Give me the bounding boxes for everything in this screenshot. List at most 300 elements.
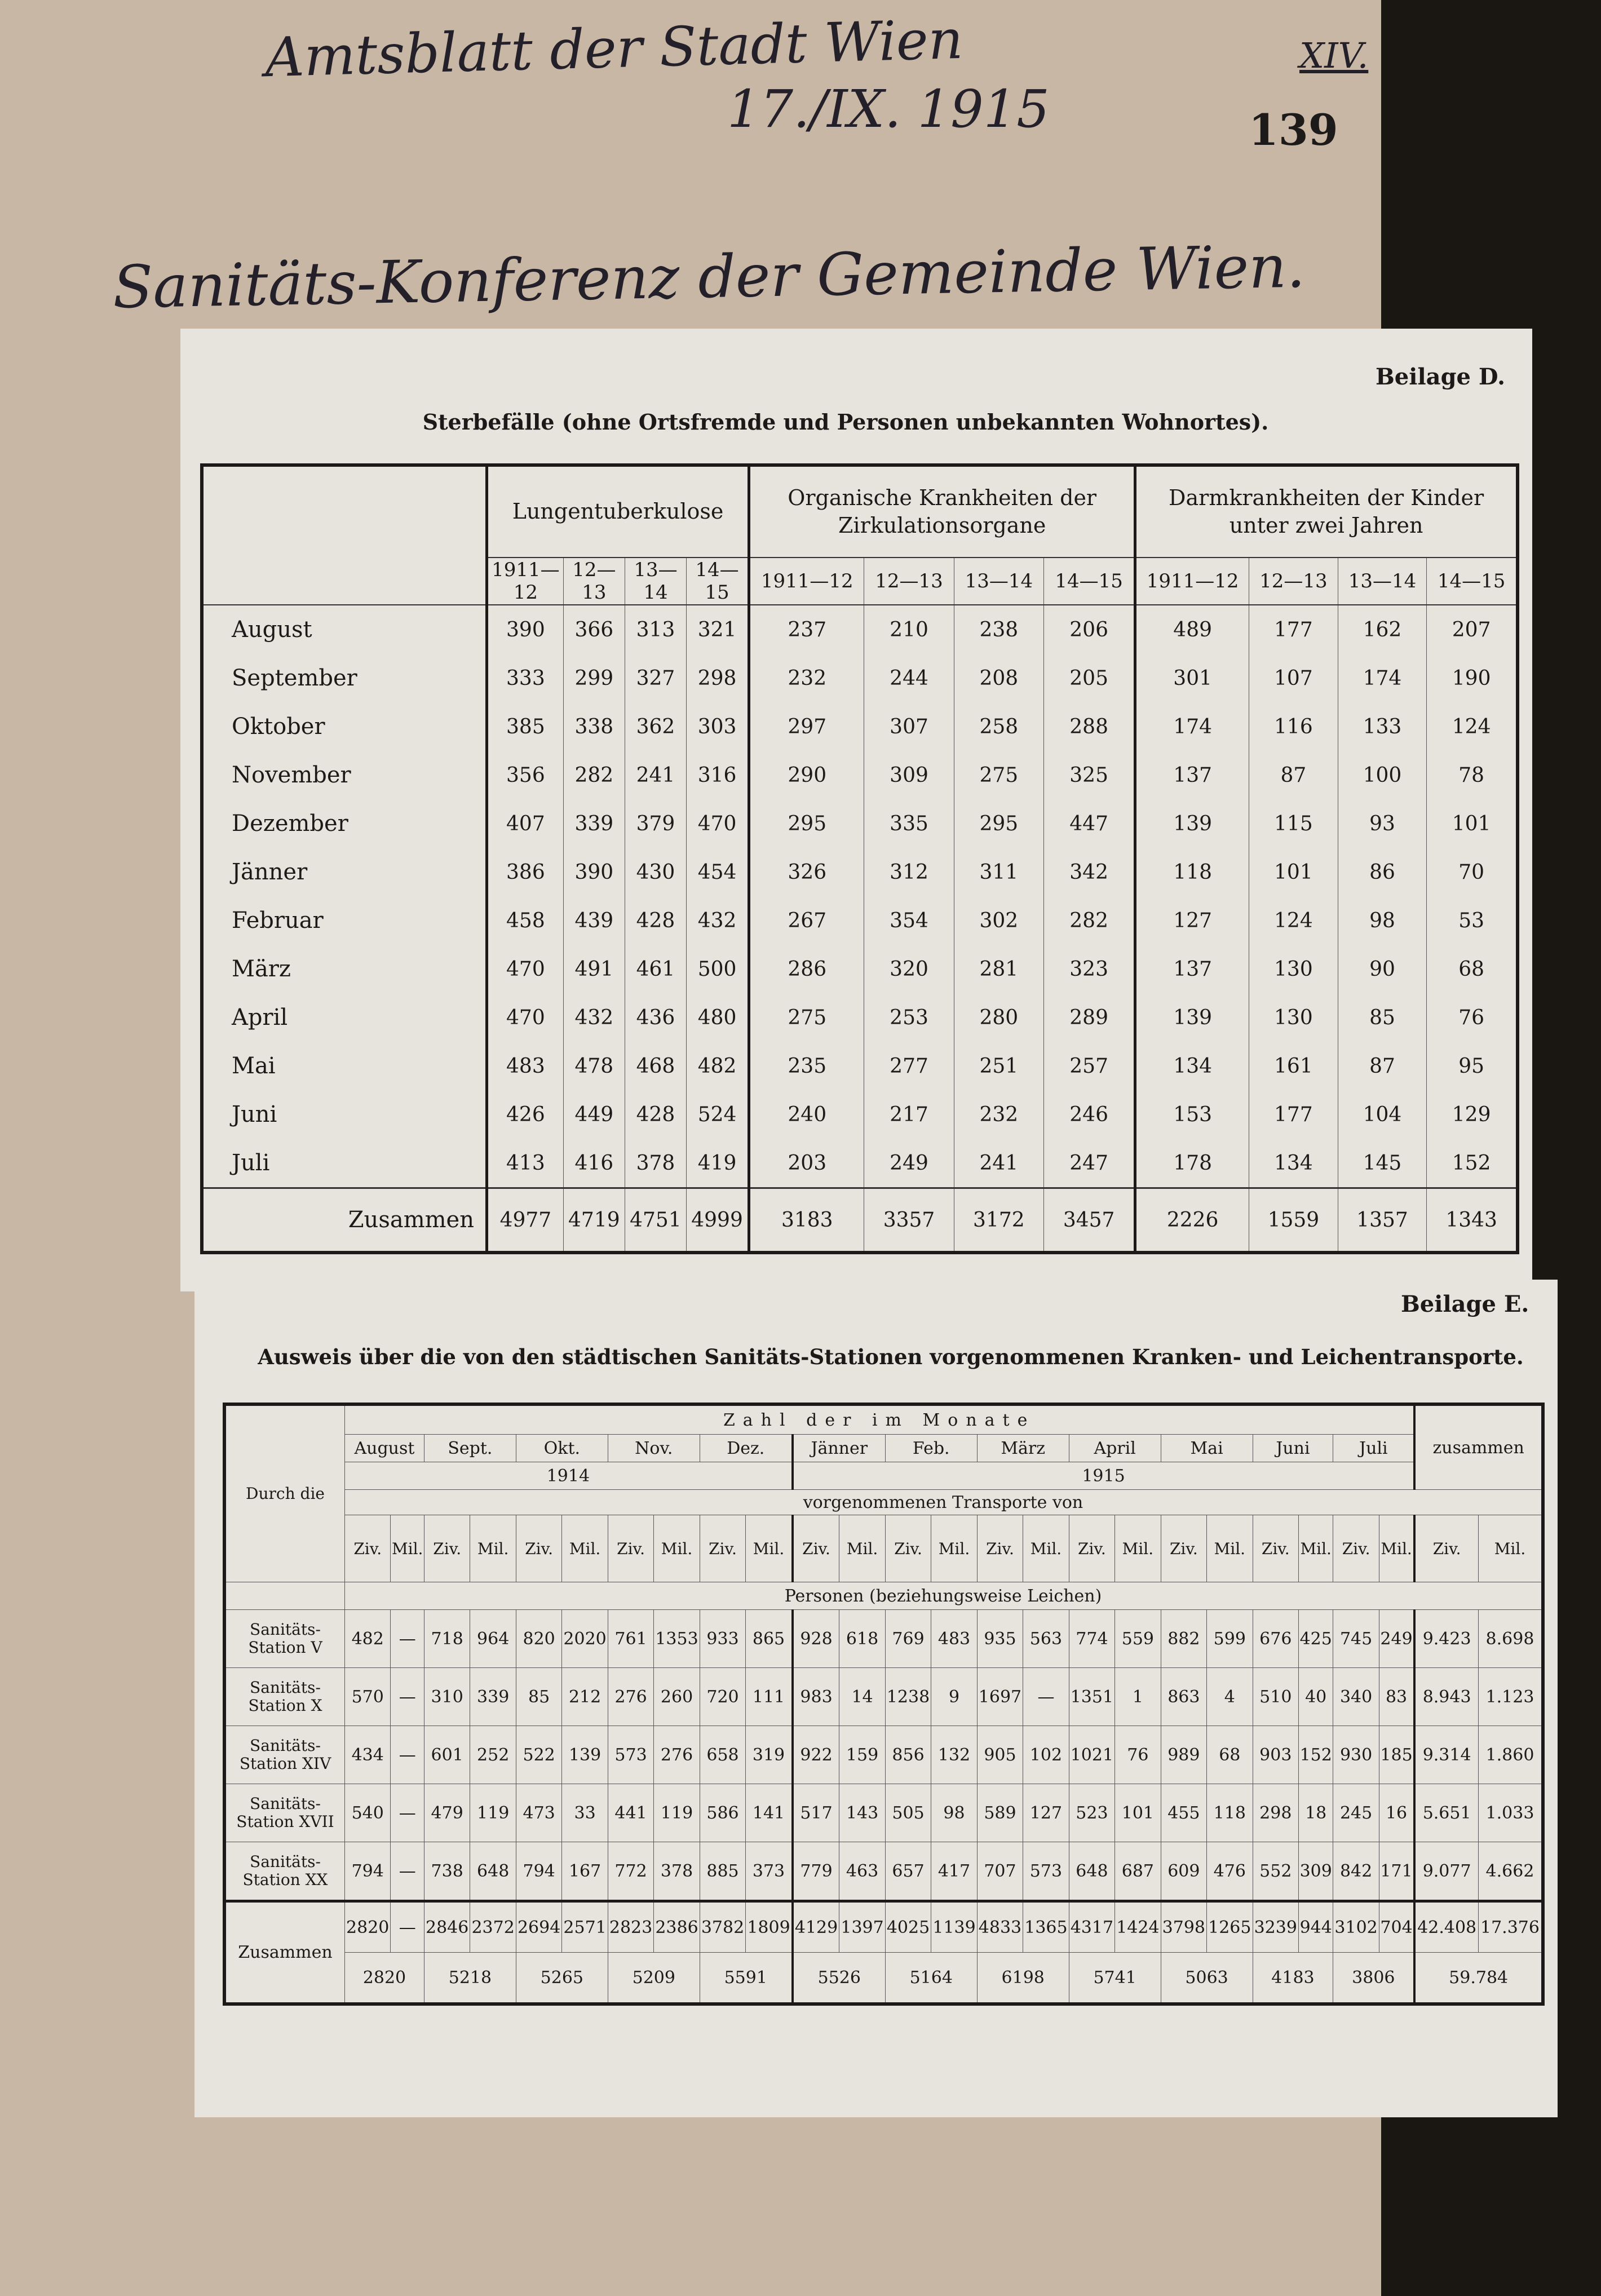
cell-value: 171 — [1379, 1842, 1414, 1901]
cell-value: 152 — [1427, 1139, 1518, 1188]
total-row — [224, 1901, 1543, 1953]
year-header: 12—13 — [563, 558, 625, 605]
year-header: 14—15 — [1427, 558, 1518, 605]
cell-value: 143 — [839, 1784, 885, 1842]
cell-value: 76 — [1427, 993, 1518, 1042]
sum-value: 4129 — [793, 1901, 839, 1953]
station-label: Sanitäts-Station X — [224, 1668, 345, 1726]
mil-header: Mil. — [1299, 1515, 1333, 1582]
mil-header: Mil. — [746, 1515, 793, 1582]
cell-value: 85 — [516, 1668, 561, 1726]
cell-value: 205 — [1044, 654, 1135, 702]
month-label: Februar — [232, 908, 324, 934]
cell-value: 338 — [563, 702, 625, 751]
cell-value: 104 — [1338, 1090, 1427, 1139]
cell-value: 573 — [1023, 1842, 1069, 1901]
cell-value: 589 — [977, 1784, 1023, 1842]
cell-value: 428 — [625, 1090, 686, 1139]
ziv-header: Ziv. — [1161, 1515, 1206, 1582]
month-label: Jänner — [232, 859, 308, 885]
cell-value: 40 — [1299, 1668, 1333, 1726]
cell-value: 83 — [1379, 1668, 1414, 1726]
cell-value: 500 — [687, 945, 749, 993]
sum-value: — — [391, 1901, 424, 1953]
cell-value: 378 — [654, 1842, 700, 1901]
month-header: Jänner — [793, 1435, 886, 1462]
cell-value: 275 — [749, 993, 864, 1042]
cell-value: 139 — [1135, 993, 1249, 1042]
year-header: 1911—12 — [749, 558, 864, 605]
cell-value: 413 — [487, 1139, 564, 1188]
cell-value: 253 — [864, 993, 954, 1042]
month-total: 5063 — [1161, 1953, 1253, 2005]
cell-value: 903 — [1253, 1726, 1298, 1784]
cell-value: 85 — [1338, 993, 1427, 1042]
cell-value: 244 — [864, 654, 954, 702]
sum-total-mil: 17.376 — [1478, 1901, 1543, 1953]
ziv-header: Ziv. — [516, 1515, 561, 1582]
sum-value: 1265 — [1207, 1901, 1253, 1953]
cell-value: 137 — [1135, 945, 1249, 993]
cell-value: 989 — [1161, 1726, 1206, 1784]
cell-value: 779 — [793, 1842, 839, 1901]
sum-value: 4833 — [977, 1901, 1023, 1953]
cell-value: 167 — [562, 1842, 608, 1901]
cell-value: — — [391, 1668, 424, 1726]
cell-value: 933 — [700, 1610, 745, 1668]
cell-value: 1697 — [977, 1668, 1023, 1726]
cell-value: 116 — [1249, 702, 1338, 751]
ziv-header: Ziv. — [885, 1515, 931, 1582]
ziv-header: Ziv. — [345, 1515, 391, 1582]
table-row — [224, 1726, 1543, 1784]
cell-value: 118 — [1135, 848, 1249, 896]
cell-value: 323 — [1044, 945, 1135, 993]
cell-value: 101 — [1427, 799, 1518, 848]
cell-value: 309 — [864, 751, 954, 799]
cell-value: 428 — [625, 896, 686, 945]
year-header: 12—13 — [1249, 558, 1338, 605]
table-row — [202, 993, 1518, 1042]
cell-value: 288 — [1044, 702, 1135, 751]
cell-value: 425 — [1299, 1610, 1333, 1668]
cell-value: 473 — [516, 1784, 561, 1842]
cell-value: 320 — [864, 945, 954, 993]
cell-value: 210 — [864, 605, 954, 654]
page-number: 139 — [1249, 105, 1338, 155]
month-label: Dezember — [232, 811, 348, 837]
cell-value: 119 — [470, 1784, 516, 1842]
cell-value: 101 — [1249, 848, 1338, 896]
cell-value: 102 — [1023, 1726, 1069, 1784]
cell-value: 251 — [954, 1042, 1043, 1090]
cell-value: 458 — [487, 896, 564, 945]
cell-value: 794 — [516, 1842, 561, 1901]
year-header: 14—15 — [1044, 558, 1135, 605]
cell-value: 307 — [864, 702, 954, 751]
year-header: 1914 — [345, 1462, 793, 1490]
cell-value: 436 — [625, 993, 686, 1042]
total-value: 3357 — [864, 1188, 954, 1253]
ziv-header: Ziv. — [1414, 1515, 1478, 1582]
cell-value: 276 — [608, 1668, 653, 1726]
cell-value: 93 — [1338, 799, 1427, 848]
cell-value: 482 — [687, 1042, 749, 1090]
cell-value: 68 — [1207, 1726, 1253, 1784]
table-row — [224, 1610, 1543, 1668]
cell-value: 609 — [1161, 1842, 1206, 1901]
cell-value: 559 — [1115, 1610, 1161, 1668]
table-row — [202, 1139, 1518, 1188]
cell-value: 111 — [746, 1668, 793, 1726]
cell-value: 134 — [1249, 1139, 1338, 1188]
cell-value: 482 — [345, 1610, 391, 1668]
cell-value: 87 — [1338, 1042, 1427, 1090]
month-label: Mai — [232, 1053, 276, 1079]
month-total: 4183 — [1253, 1953, 1333, 2005]
month-total: 5741 — [1069, 1953, 1161, 2005]
cell-value: 258 — [954, 702, 1043, 751]
month-label: September — [232, 665, 357, 691]
sum-value: 1397 — [839, 1901, 885, 1953]
cell-value: 295 — [954, 799, 1043, 848]
cell-value: 313 — [625, 605, 686, 654]
cell-value: 177 — [1249, 1090, 1338, 1139]
cell-value: 235 — [749, 1042, 864, 1090]
ziv-header: Ziv. — [793, 1515, 839, 1582]
month-header: August — [345, 1435, 424, 1462]
cell-value: 476 — [1207, 1842, 1253, 1901]
cell-value: 301 — [1135, 654, 1249, 702]
month-header: Feb. — [885, 1435, 977, 1462]
cell-value: 53 — [1427, 896, 1518, 945]
cell-value: 86 — [1338, 848, 1427, 896]
month-header: Sept. — [424, 1435, 516, 1462]
cell-value: 454 — [687, 848, 749, 896]
sum-value: 2571 — [562, 1901, 608, 1953]
cell-value: 563 — [1023, 1610, 1069, 1668]
unit-stub — [224, 1582, 345, 1610]
cell-value: 241 — [625, 751, 686, 799]
cell-value: 115 — [1249, 799, 1338, 848]
month-total: 5164 — [885, 1953, 977, 2005]
mil-header: Mil. — [839, 1515, 885, 1582]
cell-value: 769 — [885, 1610, 931, 1668]
cell-value: 928 — [793, 1610, 839, 1668]
cell-value: 130 — [1249, 945, 1338, 993]
cell-value: 309 — [1299, 1842, 1333, 1901]
cell-value: 326 — [749, 848, 864, 896]
month-label: Juli — [232, 1150, 270, 1176]
sum-value: 4317 — [1069, 1901, 1114, 1953]
cell-value: 286 — [749, 945, 864, 993]
cell-value: 761 — [608, 1610, 653, 1668]
cell-value: 426 — [487, 1090, 564, 1139]
cell-value: 129 — [1427, 1090, 1518, 1139]
year-header: 1911—12 — [487, 558, 564, 605]
cell-value: 321 — [687, 605, 749, 654]
cell-value: 281 — [954, 945, 1043, 993]
cell-value: 101 — [1115, 1784, 1161, 1842]
cell-value: 390 — [563, 848, 625, 896]
ziv-mil-row — [224, 1515, 1543, 1582]
cell-value: 299 — [563, 654, 625, 702]
month-total: 2820 — [345, 1953, 424, 2005]
ziv-header: Ziv. — [424, 1515, 470, 1582]
cell-value: 9 — [931, 1668, 977, 1726]
cell-value: 177 — [1249, 605, 1338, 654]
cell-value: 247 — [1044, 1139, 1135, 1188]
total-value: 3172 — [954, 1188, 1043, 1253]
cell-value: 922 — [793, 1726, 839, 1784]
cell-value: 856 — [885, 1726, 931, 1784]
handwritten-mark: XIV. — [1299, 35, 1369, 76]
cell-value: 232 — [749, 654, 864, 702]
total-value: 4751 — [625, 1188, 686, 1253]
cell-value: 76 — [1115, 1726, 1161, 1784]
cell-value: 237 — [749, 605, 864, 654]
cell-value: 479 — [424, 1784, 470, 1842]
total-value: 1343 — [1427, 1188, 1518, 1253]
cell-value: 100 — [1338, 751, 1427, 799]
cell-value: 141 — [746, 1784, 793, 1842]
cell-value: — — [391, 1842, 424, 1901]
cell-value: 342 — [1044, 848, 1135, 896]
month-total-row — [224, 1953, 1543, 2005]
cell-value: 573 — [608, 1726, 653, 1784]
cell-value: 586 — [700, 1784, 745, 1842]
cell-value: 298 — [687, 654, 749, 702]
cell-value: 145 — [1338, 1139, 1427, 1188]
ziv-header: Ziv. — [608, 1515, 653, 1582]
cell-value: — — [391, 1726, 424, 1784]
cell-value: 107 — [1249, 654, 1338, 702]
ziv-header: Ziv. — [700, 1515, 745, 1582]
table-row — [202, 605, 1518, 654]
cell-value: 98 — [931, 1784, 977, 1842]
month-total: 6198 — [977, 1953, 1069, 2005]
subheader-row — [224, 1490, 1543, 1515]
cell-value: 935 — [977, 1610, 1023, 1668]
sub-header: vorgenommenen Transporte von — [345, 1490, 1543, 1515]
total-ziv: 9.314 — [1414, 1726, 1478, 1784]
cell-value: 447 — [1044, 799, 1135, 848]
cell-value: 327 — [625, 654, 686, 702]
cell-value: 522 — [516, 1726, 561, 1784]
sum-value: 3102 — [1333, 1901, 1379, 1953]
year-header: 13—14 — [954, 558, 1043, 605]
beilage-e-label: Beilage E. — [1401, 1291, 1529, 1317]
station-label: Sanitäts-Station XVII — [224, 1784, 345, 1842]
cell-value: 905 — [977, 1726, 1023, 1784]
month-total: 5218 — [424, 1953, 516, 2005]
month-header: Mai — [1161, 1435, 1253, 1462]
cell-value: 885 — [700, 1842, 745, 1901]
total-value: 4719 — [563, 1188, 625, 1253]
cell-value: 206 — [1044, 605, 1135, 654]
table-row — [202, 945, 1518, 993]
handwritten-heading: Sanitäts-Konferenz der Gemeinde Wien. — [112, 232, 1306, 322]
sum-value: 704 — [1379, 1901, 1414, 1953]
cell-value: 159 — [839, 1726, 885, 1784]
cell-value: 882 — [1161, 1610, 1206, 1668]
cell-value: 707 — [977, 1842, 1023, 1901]
cell-value: 449 — [563, 1090, 625, 1139]
cell-value: 385 — [487, 702, 564, 751]
cell-value: 257 — [1044, 1042, 1135, 1090]
cell-value: 174 — [1338, 654, 1427, 702]
cell-value: 303 — [687, 702, 749, 751]
cell-value: 601 — [424, 1726, 470, 1784]
sum-value: 1365 — [1023, 1901, 1069, 1953]
cell-value: 249 — [1379, 1610, 1414, 1668]
cell-value: 648 — [470, 1842, 516, 1901]
cell-value: 238 — [954, 605, 1043, 654]
cell-value: 185 — [1379, 1726, 1414, 1784]
cell-value: 245 — [1333, 1784, 1379, 1842]
cell-value: 774 — [1069, 1610, 1114, 1668]
total-mil: 4.662 — [1478, 1842, 1543, 1901]
cell-value: 648 — [1069, 1842, 1114, 1901]
total-label: Zusammen — [202, 1188, 487, 1253]
cell-value: 483 — [931, 1610, 977, 1668]
cell-value: 772 — [608, 1842, 653, 1901]
month-label: April — [232, 1005, 288, 1030]
month-header: Juni — [1253, 1435, 1333, 1462]
cell-value: 339 — [470, 1668, 516, 1726]
cell-value: 441 — [608, 1784, 653, 1842]
ziv-header: Ziv. — [1333, 1515, 1379, 1582]
cell-value: 570 — [345, 1668, 391, 1726]
ziv-header: Ziv. — [977, 1515, 1023, 1582]
handwritten-date: 17./IX. 1915 — [727, 79, 1050, 139]
total-mil: 1.123 — [1478, 1668, 1543, 1726]
cell-value: 407 — [487, 799, 564, 848]
cell-value: 362 — [625, 702, 686, 751]
month-label: August — [232, 617, 312, 643]
cell-value: 333 — [487, 654, 564, 702]
cell-value: 98 — [1338, 896, 1427, 945]
table-row — [202, 848, 1518, 896]
sum-value: 1139 — [931, 1901, 977, 1953]
cell-value: 599 — [1207, 1610, 1253, 1668]
cell-value: 241 — [954, 1139, 1043, 1188]
month-header: Okt. — [516, 1435, 608, 1462]
cell-value: 311 — [954, 848, 1043, 896]
cell-value: 378 — [625, 1139, 686, 1188]
cell-value: 356 — [487, 751, 564, 799]
cell-value: 310 — [424, 1668, 470, 1726]
cell-value: 132 — [931, 1726, 977, 1784]
total-row — [202, 1188, 1518, 1253]
cell-value: 295 — [749, 799, 864, 848]
cell-value: 290 — [749, 751, 864, 799]
mil-header: Mil. — [931, 1515, 977, 1582]
group-header: Organische Krankheiten der Zirkulationsorgane — [749, 465, 1135, 558]
table-row — [202, 1042, 1518, 1090]
total-value: 1559 — [1249, 1188, 1338, 1253]
total-value: 2226 — [1135, 1188, 1249, 1253]
month-label: Oktober — [232, 714, 325, 740]
sum-value: 3782 — [700, 1901, 745, 1953]
cell-value: 178 — [1135, 1139, 1249, 1188]
total-label: Zusammen — [224, 1901, 345, 2005]
total-mil: 1.860 — [1478, 1726, 1543, 1784]
year-header: 12—13 — [864, 558, 954, 605]
table-row — [202, 896, 1518, 945]
cell-value: 432 — [563, 993, 625, 1042]
month-label: März — [232, 956, 291, 982]
cell-value: 70 — [1427, 848, 1518, 896]
cell-value: 419 — [687, 1139, 749, 1188]
table-row — [202, 799, 1518, 848]
cell-value: 983 — [793, 1668, 839, 1726]
cell-value: 1353 — [654, 1610, 700, 1668]
cell-value: 161 — [1249, 1042, 1338, 1090]
total-value: 3183 — [749, 1188, 864, 1253]
cell-value: 524 — [687, 1090, 749, 1139]
cell-value: 217 — [864, 1090, 954, 1139]
total-header: zusammen — [1414, 1404, 1543, 1490]
cell-value: 432 — [687, 896, 749, 945]
mil-header: Mil. — [1023, 1515, 1069, 1582]
year-header: 13—14 — [625, 558, 686, 605]
cell-value: 118 — [1207, 1784, 1253, 1842]
cell-value: 312 — [864, 848, 954, 896]
cell-value: — — [391, 1610, 424, 1668]
cell-value: 505 — [885, 1784, 931, 1842]
mil-header: Mil. — [391, 1515, 424, 1582]
cell-value: 90 — [1338, 945, 1427, 993]
total-ziv: 9.077 — [1414, 1842, 1478, 1901]
table-row — [224, 1842, 1543, 1901]
total-ziv: 9.423 — [1414, 1610, 1478, 1668]
total-value: 4999 — [687, 1188, 749, 1253]
cell-value: 930 — [1333, 1726, 1379, 1784]
month-label: November — [232, 762, 351, 788]
cell-value: 468 — [625, 1042, 686, 1090]
cell-value: 153 — [1135, 1090, 1249, 1139]
cell-value: 137 — [1135, 751, 1249, 799]
cell-value: 478 — [563, 1042, 625, 1090]
cell-value: 240 — [749, 1090, 864, 1139]
group-header: Lungentuberkulose — [487, 465, 749, 558]
cell-value: 738 — [424, 1842, 470, 1901]
year-header: 13—14 — [1338, 558, 1427, 605]
sum-value: 1809 — [746, 1901, 793, 1953]
cell-value: 523 — [1069, 1784, 1114, 1842]
cell-value: 1238 — [885, 1668, 931, 1726]
cell-value: 162 — [1338, 605, 1427, 654]
month-label: Juni — [232, 1101, 277, 1127]
cell-value: 339 — [563, 799, 625, 848]
cell-value: 863 — [1161, 1668, 1206, 1726]
total-value: 4977 — [487, 1188, 564, 1253]
cell-value: 119 — [654, 1784, 700, 1842]
beilage-d-label: Beilage D. — [1376, 364, 1506, 390]
total-mil: 1.033 — [1478, 1784, 1543, 1842]
cell-value: 340 — [1333, 1668, 1379, 1726]
cell-value: 1021 — [1069, 1726, 1114, 1784]
cell-value: 540 — [345, 1784, 391, 1842]
cell-value: 18 — [1299, 1784, 1333, 1842]
cell-value: 152 — [1299, 1726, 1333, 1784]
total-ziv: 8.943 — [1414, 1668, 1478, 1726]
cell-value: 124 — [1249, 896, 1338, 945]
sum-value: 3239 — [1253, 1901, 1298, 1953]
mil-header: Mil. — [1478, 1515, 1543, 1582]
month-total: 5526 — [793, 1953, 886, 2005]
